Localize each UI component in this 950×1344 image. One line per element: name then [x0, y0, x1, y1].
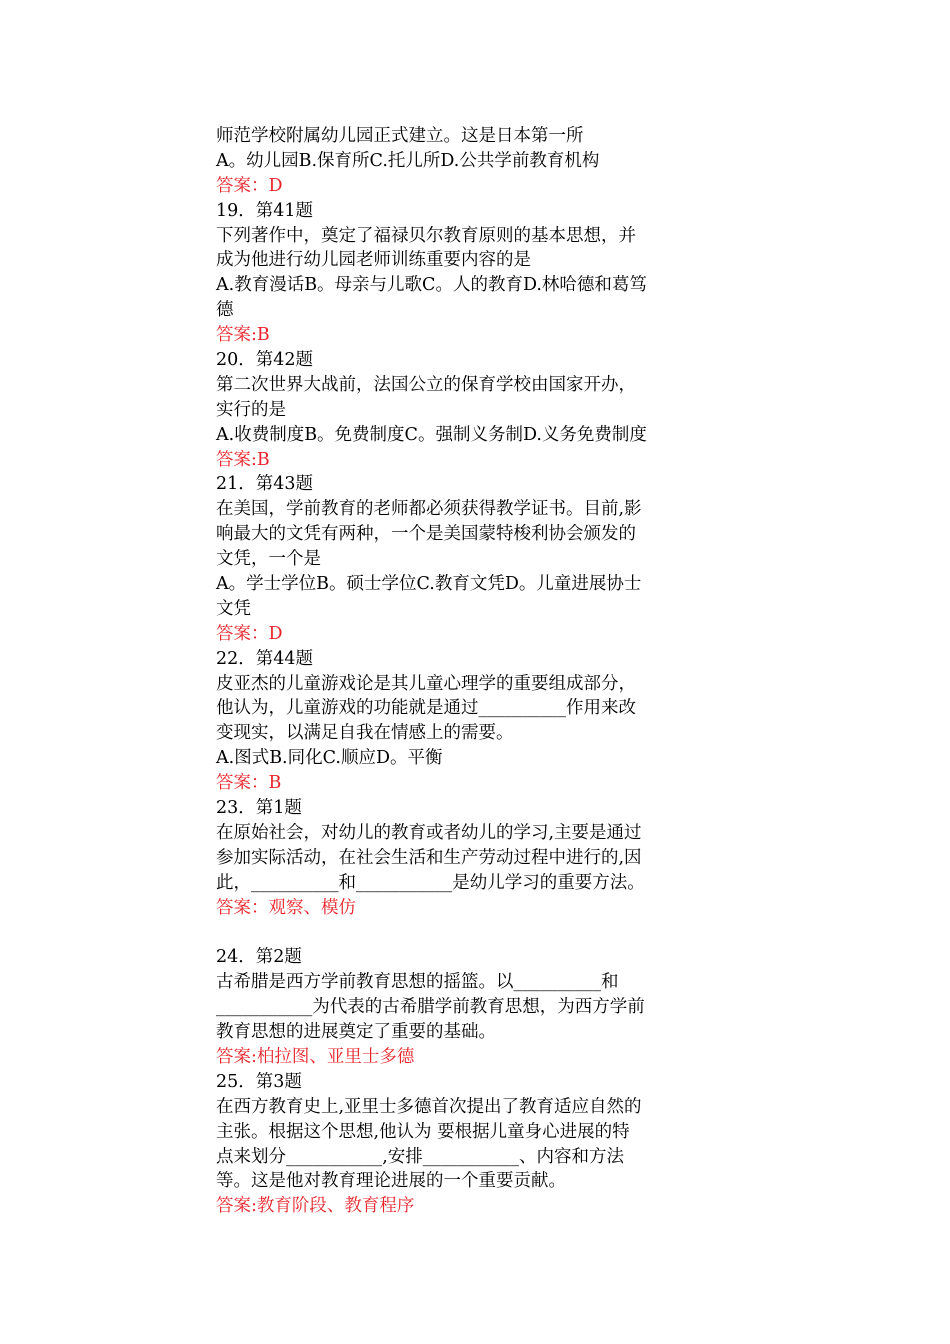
- question-text: 点来划分___________,安排___________、内容和方法: [216, 1146, 625, 1167]
- question-text: 第二次世界大战前，法国公立的保育学校由国家开办，: [216, 374, 636, 395]
- question-text: 古希腊是西方学前教育思想的摇篮。以__________和: [216, 972, 619, 993]
- options-line: A.教育漫话B。母亲与儿歌C。人的教育D.林哈德和葛笃: [216, 275, 647, 296]
- question-text: 在原始社会，对幼儿的教育或者幼儿的学习,主要是通过: [216, 822, 642, 843]
- question-text: 此，__________和___________是幼儿学习的重要方法。: [216, 872, 645, 893]
- answer-line: 答案:教育阶段、教育程序: [216, 1196, 415, 1217]
- options-line: 德: [216, 300, 234, 321]
- question-text: 下列著作中，奠定了福禄贝尔教育原则的基本思想，并: [216, 225, 636, 246]
- question-text: 成为他进行幼儿园老师训练重要内容的是: [216, 250, 531, 271]
- question-text: 响最大的文凭有两种，一个是美国蒙特梭利协会颁发的: [216, 524, 636, 545]
- question-number: 25．第3题: [216, 1071, 302, 1092]
- options-line: 文凭: [216, 598, 251, 619]
- answer-line: 答案:柏拉图、亚里士多德: [216, 1046, 415, 1067]
- answer-line: 答案：B: [216, 773, 282, 794]
- question-number: 20．第42题: [216, 350, 314, 371]
- question-text: 等。这是他对教育理论进展的一个重要贡献。: [216, 1171, 566, 1192]
- question-number: 21．第43题: [216, 474, 314, 495]
- question-text: 文凭，一个是: [216, 549, 321, 570]
- options-line: A.图式B.同化C.顺应D。平衡: [216, 748, 443, 769]
- answer-line: 答案：观察、模仿: [216, 897, 356, 918]
- question-text: 教育思想的进展奠定了重要的基础。: [216, 1022, 496, 1043]
- question-number: 23．第1题: [216, 798, 302, 819]
- answer-line: 答案：D: [216, 175, 283, 196]
- question-number: 24．第2题: [216, 947, 302, 968]
- question-text: 他认为，儿童游戏的功能就是通过__________作用来改: [216, 698, 636, 719]
- options-line: A.收费制度B。免费制度C。强制义务制D.义务免费制度: [216, 424, 647, 445]
- question-number: 22．第44题: [216, 648, 314, 669]
- question-text: 变现实，以满足自我在情感上的需要。: [216, 723, 514, 744]
- answer-line: 答案:B: [216, 325, 270, 346]
- blank-spacer: [216, 921, 694, 946]
- question-text: 主张。根据这个思想,他认为 要根据儿童身心进展的特: [216, 1121, 630, 1142]
- text-line: 师范学校附属幼儿园正式建立。这是日本第一所: [216, 126, 584, 146]
- document-body: [216, 124, 694, 1219]
- answer-line: 答案:B: [216, 449, 270, 470]
- question-text: 在西方教育史上,亚里士多德首次提出了教育适应自然的: [216, 1096, 642, 1117]
- question-text: ___________为代表的古希腊学前教育思想，为西方学前: [216, 997, 645, 1018]
- question-text: 参加实际活动，在社会生活和生产劳动过程中进行的,因: [216, 847, 642, 868]
- question-text: 实行的是: [216, 399, 286, 420]
- options-line: A。学士学位B。硕士学位C.教育文凭D。儿童进展协士: [216, 574, 642, 595]
- answer-line: 答案：D: [216, 623, 283, 644]
- question-text: 皮亚杰的儿童游戏论是其儿童心理学的重要组成部分，: [216, 673, 636, 694]
- question-text: 在美国，学前教育的老师都必须获得教学证书。目前,影: [216, 499, 642, 520]
- question-number: 19．第41题: [216, 200, 314, 221]
- options-line: A。幼儿园B.保育所C.托儿所D.公共学前教育机构: [216, 150, 600, 171]
